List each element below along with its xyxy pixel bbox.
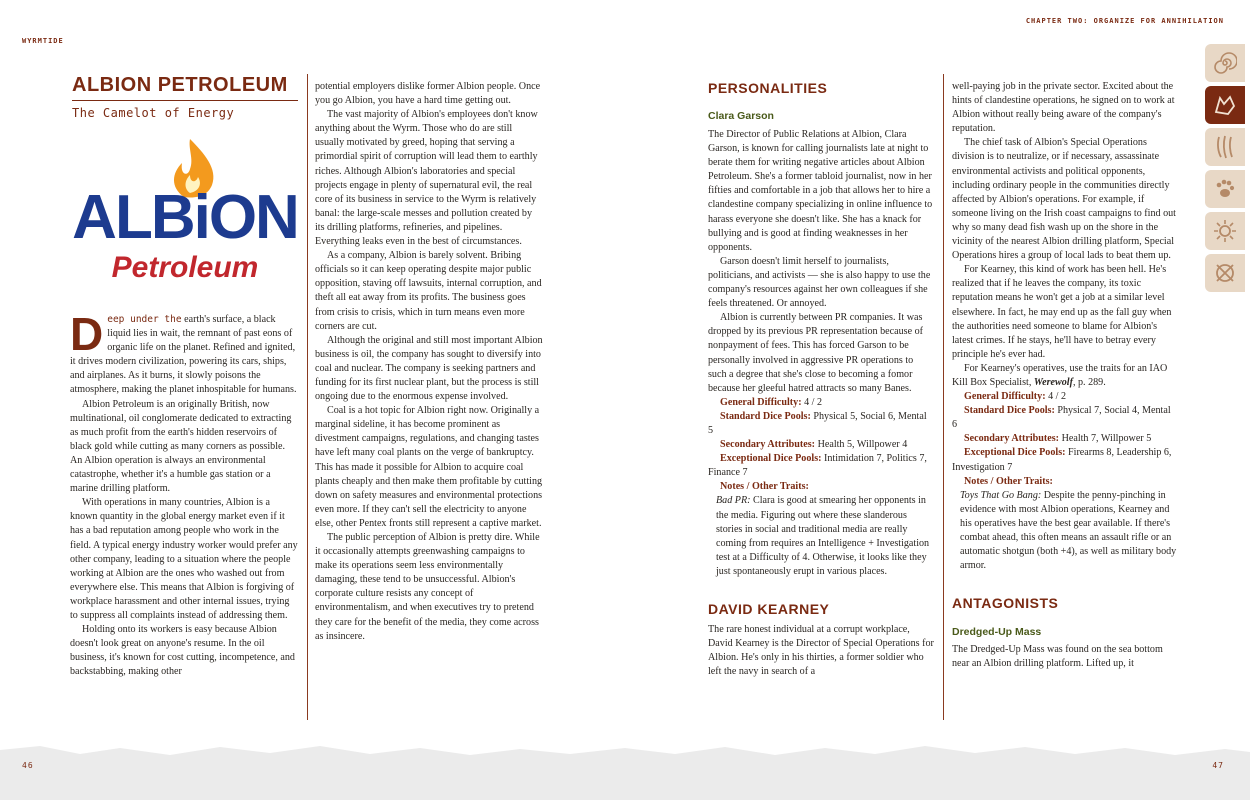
stat-label: Exceptional Dice Pools: bbox=[720, 453, 822, 465]
running-head-left: WYRMTIDE bbox=[22, 37, 64, 45]
chapter-tabs bbox=[1205, 44, 1250, 296]
page-subtitle: The Camelot of Energy bbox=[72, 106, 235, 120]
logo-subword: Petroleum bbox=[111, 251, 259, 284]
paragraph: Albion is currently between PR companies. It was dropped by its previous PR representation because of nonpayment of fees. This has forced Garson to be personally involved in aggressive PR operations to such a degree that she's close to becoming a fomor because her gleeful hatred attracts so many Banes. bbox=[708, 312, 923, 394]
column-divider bbox=[943, 74, 944, 720]
paragraph: As a company, Albion is barely solvent. Bribing officials so it can keep operating despite major public opposition, staving off lawsuits, internal corruption, and theft all eat away from its profits. The business goes from crisis to crisis, which in turn means even more corners are cut. bbox=[315, 250, 542, 332]
logo-word: ALBiON bbox=[72, 183, 298, 252]
paragraph: Holding onto its workers is easy because Albion doesn't look great on anyone's resume. In the oil business, it's known for cost cutting, incompetence, and backstabbing, making other bbox=[70, 624, 295, 678]
section-title-block bbox=[72, 74, 288, 97]
stat-value: Firearms 8, Leadership 6, Investigation 7 bbox=[952, 447, 1172, 473]
paragraph: Although the original and still most important Albion business is oil, the company has sought to diversify into coal and nuclear. The company is seeking partners and funding for its first nuclear plant, but the process is still ongoing due to the enormous expense involved. bbox=[315, 334, 543, 403]
stat-value: 4 / 2 bbox=[801, 396, 823, 408]
notes-label: Notes / Other Traits: bbox=[720, 481, 809, 493]
stat-line bbox=[708, 438, 934, 452]
dredged-name: Dredged-Up Mass bbox=[952, 626, 1042, 638]
left-column-1 bbox=[70, 308, 298, 679]
paragraph: For Kearney, this kind of work has been hell. He's realized that if he leaves the company, its toxic reputation means he won't get a job at a similar level elsewhere. In fact, he may end up as the fall guy when the authorities need someone to blame for Albion's latest crimes. If he stays, he'll have to betray every principle he's ever had. bbox=[952, 264, 1172, 360]
paragraph: The vast majority of Albion's employees don't know anything about the Wyrm. Those who do are still usually motivated by greed, hoping that serving a primordial spirit of corruption will lead them to earthly riches. Although Albion's laboratories and special projects engage in plenty of supernatural evil, the real core of its business in service to the Wyrm is relatively banal: the large-scale messes and pollution created by its drilling platforms, refineries, and pipelines. Everything leaks even in the best of circumstances. bbox=[315, 109, 538, 248]
right-page bbox=[625, 0, 1250, 800]
paw-icon[interactable] bbox=[1205, 170, 1245, 208]
trait-name: Bad PR: bbox=[716, 495, 751, 507]
drop-cap: D bbox=[70, 308, 104, 360]
stat-line bbox=[952, 432, 1178, 446]
stat-line bbox=[708, 396, 934, 410]
paragraph: The public perception of Albion is pretty dire. While it occasionally attempts greenwashing campaigns to make its operations seem less environmentally damaging, these tend to be unsuccessful. Albion's corporate culture resists any concept of environmentalism, and when executives try to pretend they care for the benefit of the media, they come across as insincere. bbox=[315, 532, 540, 642]
page-number-right: 47 bbox=[1212, 761, 1224, 770]
book-reference: Werewolf bbox=[1033, 376, 1073, 388]
paragraph: The Dredged-Up Mass was found on the sea bottom near an Albion drilling platform. Lifted up, it bbox=[952, 644, 1163, 670]
paragraph: The chief task of Albion's Special Operations division is to neutralize, or if necessary, assassinate environmental activists and political opponents, including ordinary people in the communities directly affected by Albion's operations. For example, if someone living on the Irish coast campaigns to find out why so many dead fish wash up on the shore in the vicinity of the nearest Albion drilling platform, Special Operations hires a group of local lads to beat them up. bbox=[952, 137, 1176, 262]
notes-label: Notes / Other Traits: bbox=[964, 475, 1053, 487]
stat-value: Physical 5, Social 6, Mental 5 bbox=[708, 410, 927, 436]
kearney-heading: DAVID KEARNEY bbox=[708, 601, 830, 617]
stat-value: Physical 7, Social 4, Mental 6 bbox=[952, 405, 1171, 431]
claw-marks-icon[interactable] bbox=[1205, 128, 1245, 166]
stat-line bbox=[952, 390, 1178, 404]
stat-label: Exceptional Dice Pools: bbox=[964, 447, 1066, 459]
albion-logo bbox=[72, 135, 298, 290]
lead-in: eep under the bbox=[107, 314, 182, 325]
stat-value: Health 5, Willpower 4 bbox=[815, 439, 908, 451]
paragraph: well-paying job in the private sector. Excited about the hints of clandestine operations, he signed on to work at Albion without really being aware of the company's reputation. bbox=[952, 81, 1175, 135]
clara-name: Clara Garson bbox=[708, 110, 774, 122]
trait-name: Toys That Go Bang: bbox=[960, 489, 1042, 501]
stat-label: Standard Dice Pools: bbox=[720, 410, 811, 422]
stat-line bbox=[952, 404, 1178, 432]
right-column-1 bbox=[708, 128, 934, 579]
paragraph: Garson doesn't limit herself to journalists, politicians, and activists — she is also happy to use the company's resources against her own colleagues if she feels threatened. Or annoyed. bbox=[708, 255, 931, 310]
running-head-right: CHAPTER TWO: ORGANIZE FOR ANNIHILATION bbox=[1025, 17, 1224, 25]
stat-line bbox=[708, 410, 934, 438]
stat-label: General Difficulty: bbox=[720, 396, 802, 408]
stat-label: General Difficulty: bbox=[964, 391, 1046, 403]
dredged-text bbox=[952, 643, 1178, 671]
sun-icon[interactable] bbox=[1205, 212, 1245, 250]
trait-text: Bad PR: Clara is good at smearing her opponents in the media. Figuring out where these slanderous stories in social and traditional media are really coming from requires an Intelligence + Investigation test at a Difficulty of 4. Otherwise, it looks like they just spontaneously erupt in various places. bbox=[716, 495, 930, 577]
paragraph: potential employers dislike former Albion people. Once you go Albion, you have a hard time getting out. bbox=[315, 81, 541, 107]
paragraph: For Kearney's operatives, use the traits for an IAO Kill Box Specialist, Werewolf, p. 289. bbox=[952, 362, 1168, 388]
stat-value: Intimidation 7, Politics 7, Finance 7 bbox=[708, 453, 927, 479]
paragraph: The Director of Public Relations at Albion, Clara Garson, is known for calling journalists late at night to berate them for writing negative articles about Albion Petroleum. She's a former tabloid journalist, now in her fifties and comfortable in a job that allows her to hire a clandestine company specializing in online influence to harass everyone she doesn't like. She has a knack for bullying and is good at finding weaknesses in her opponents. bbox=[708, 129, 933, 253]
wolf-head-icon[interactable] bbox=[1205, 86, 1245, 124]
personalities-heading: PERSONALITIES bbox=[708, 80, 828, 96]
page-title: ALBION PETROLEUM bbox=[72, 74, 288, 96]
paragraph: Coal is a hot topic for Albion right now. Originally a marginal sideline, it has become prominent as divestment campaigns, regulations, and changing tastes have left many coal plants on the verge of bankruptcy. This has made it possible for Albion to acquire coal plants cheaply and then make them profitable by cutting down on safety measures and environmental protections even more. If they can't sell the electricity to anyone else, other Pentex fronts still represent a captive market. bbox=[315, 405, 543, 529]
crossed-out-icon[interactable] bbox=[1205, 254, 1245, 292]
stat-line bbox=[708, 452, 934, 480]
kearney-intro bbox=[708, 623, 934, 679]
stat-label: Standard Dice Pools: bbox=[964, 405, 1055, 417]
paragraph: The rare honest individual at a corrupt workplace, David Kearney is the Director of Special Operations for Albion. He's only in his thirties, a former soldier who left the navy in search of a bbox=[708, 624, 934, 678]
trait-text: Toys That Go Bang: Despite the penny-pinching in evidence with most Albion operations, Kearney and his operatives have the best gear available. If there's combat ahead, this often means an assault rifle or an automatic shotgun (both +4), as well as military body armor. bbox=[960, 489, 1177, 572]
page-number-left: 46 bbox=[22, 761, 34, 770]
right-column-2 bbox=[952, 80, 1178, 573]
spiral-icon[interactable] bbox=[1205, 44, 1245, 82]
grunge-border bbox=[0, 710, 625, 800]
stat-label: Secondary Attributes: bbox=[720, 439, 816, 451]
paragraph: With operations in many countries, Albion is a known quantity in the global energy market even if it has a bad reputation among people who work in the field. A typical energy industry worker would prefer any other company, leading to a situation where the people working at Albion are the ones who washed out from everywhere else. This means that Albion is forgiving of workplace harassment and other internal issues, trying to suppress all complaints instead of addressing them. bbox=[70, 497, 298, 621]
title-rule bbox=[72, 100, 298, 101]
paragraph: Albion Petroleum is an originally British, now multinational, oil conglomerate dedicated to extracting as much profit from the earth's hidden reservoirs of black gold while cutting as many corners as possible. An Albion operation is always an environmental catastrophe, whether it's a humble gas station or a marine drilling platform. bbox=[70, 398, 292, 495]
stat-value: 4 / 2 bbox=[1045, 391, 1067, 403]
stat-line bbox=[952, 446, 1178, 474]
antagonists-heading: ANTAGONISTS bbox=[952, 595, 1059, 611]
left-column-2 bbox=[315, 80, 543, 644]
paragraph: earth's surface, a black liquid lies in wait, the remnant of past eons of organic life on the planet. Refined and ignited, it drives modern civilization, powering its cars, ships, and airplanes. As it burns, it slowly poisons the atmosphere, making the planet inhospitable for humans. bbox=[70, 314, 297, 396]
grunge-border bbox=[625, 710, 1250, 800]
stat-value: Health 7, Willpower 5 bbox=[1059, 433, 1152, 445]
stat-label: Secondary Attributes: bbox=[964, 433, 1060, 445]
column-divider bbox=[307, 74, 308, 720]
